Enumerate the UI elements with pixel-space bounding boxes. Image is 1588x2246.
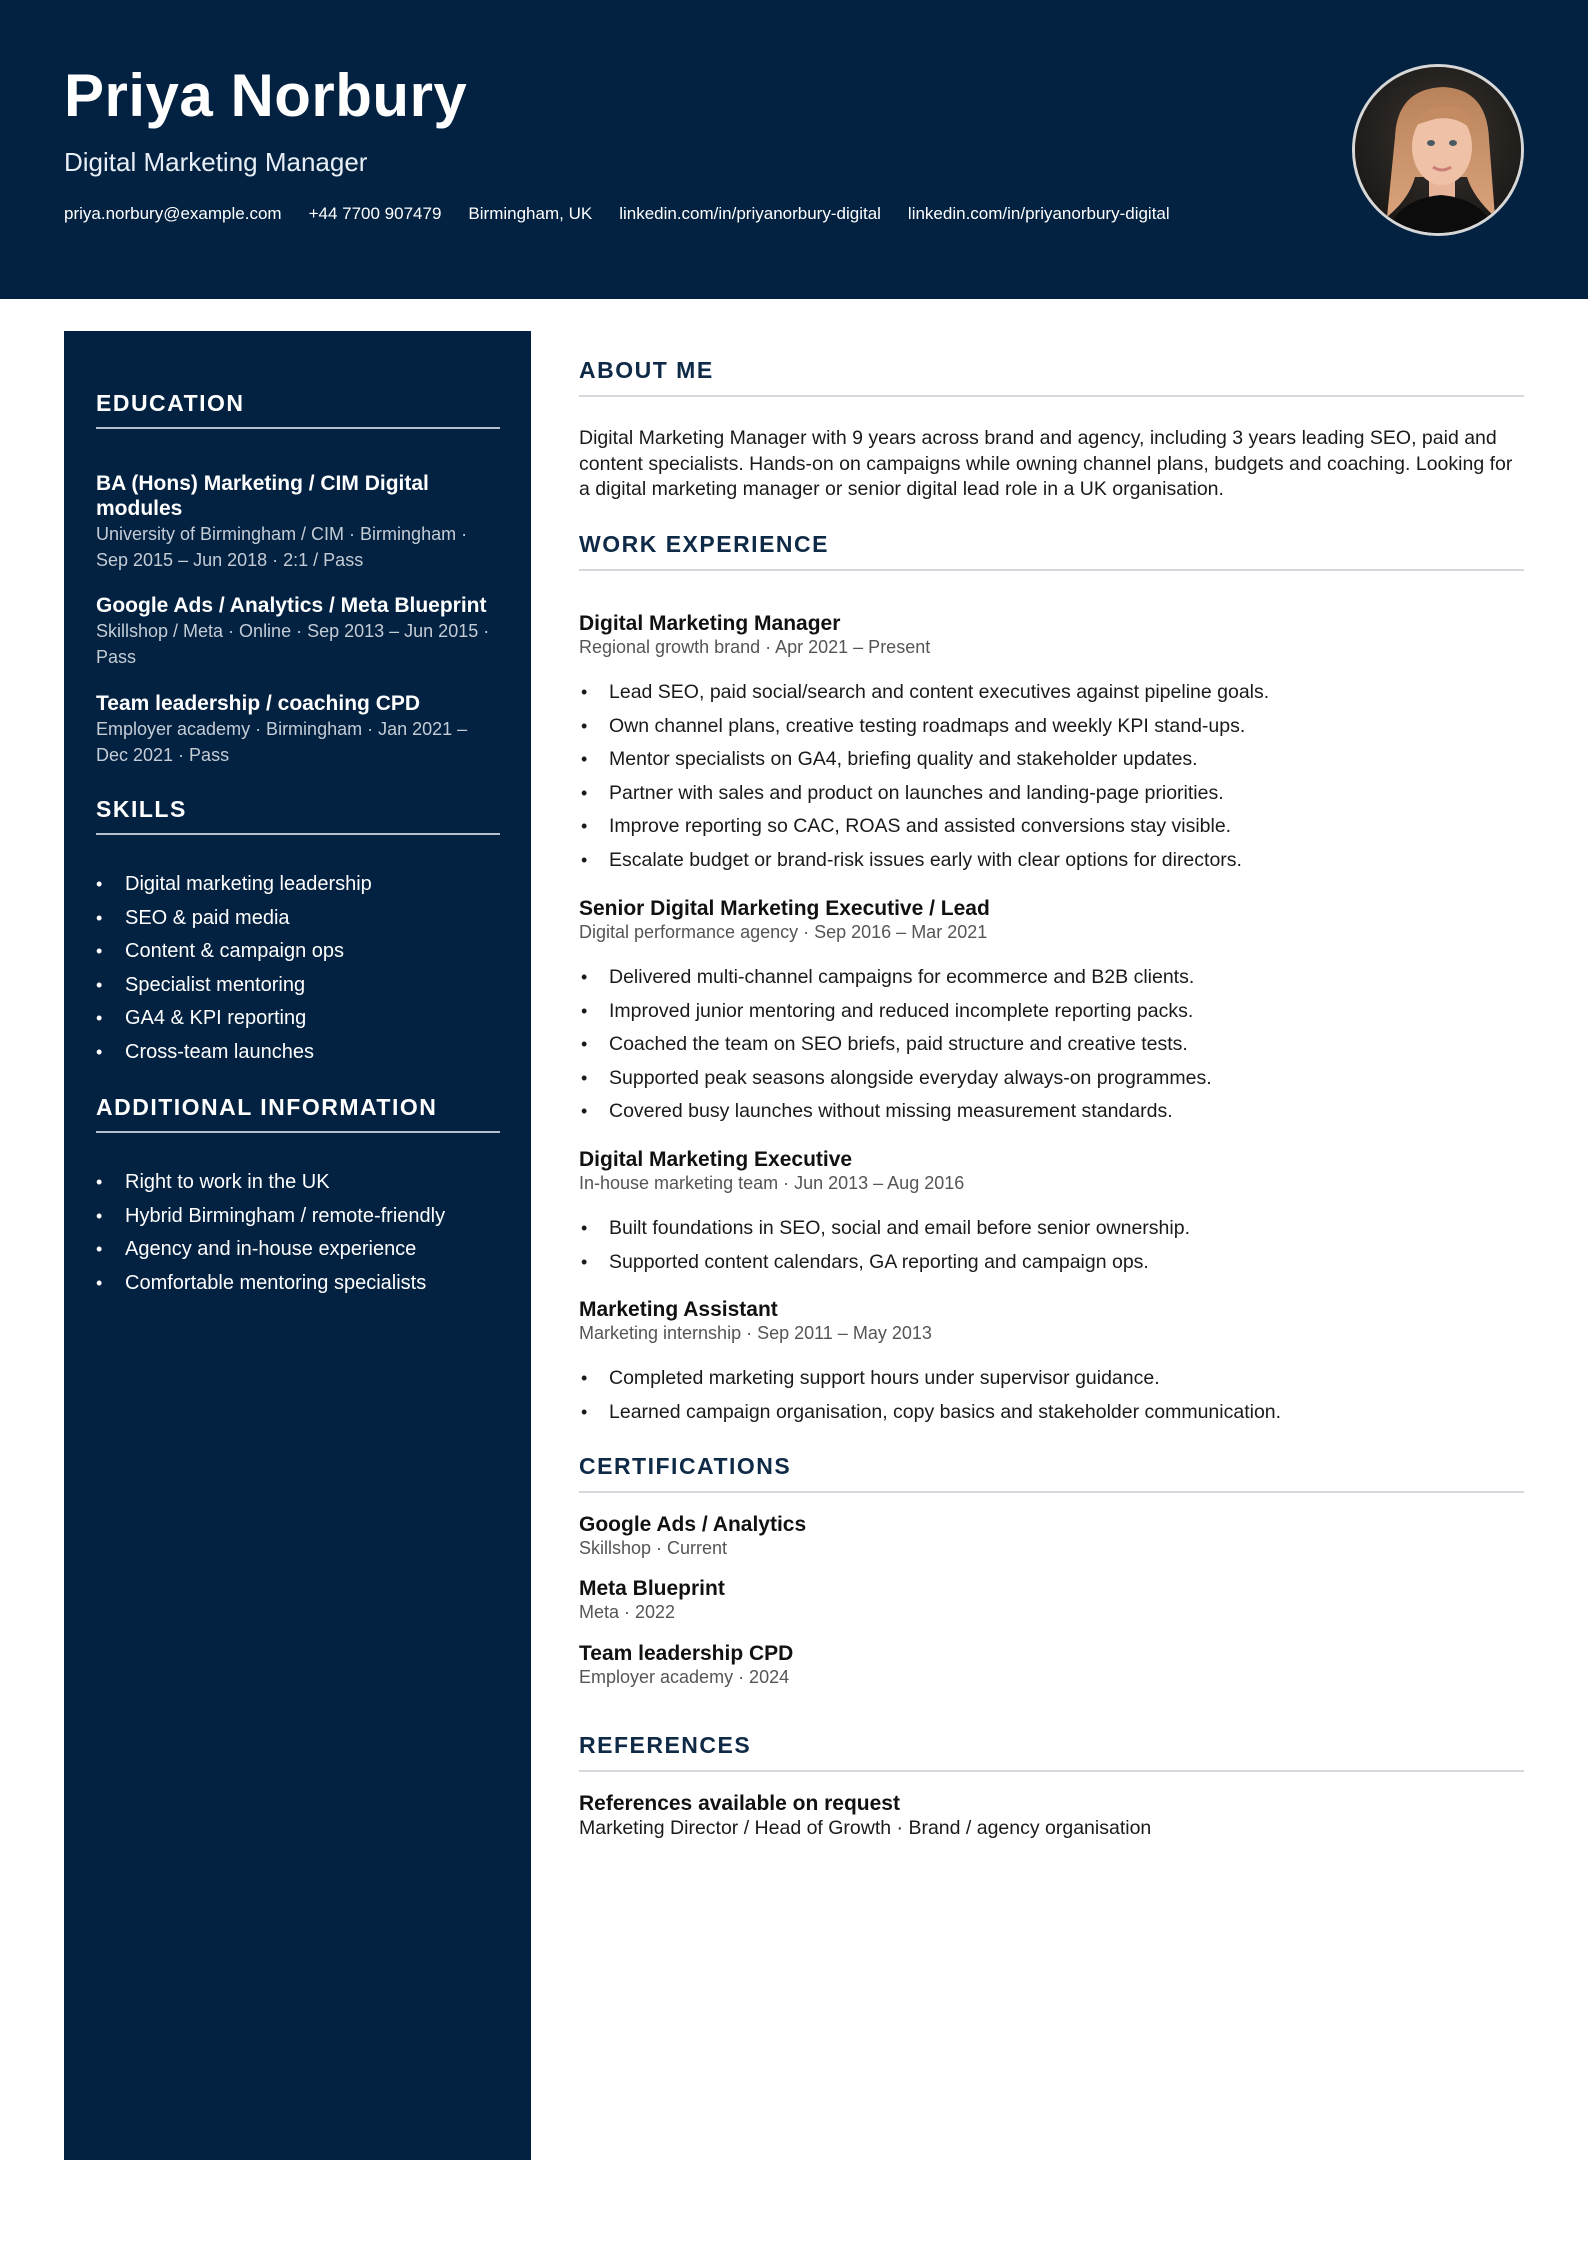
job-entry bbox=[579, 1147, 1524, 1279]
education-title: BA (Hons) Marketing / CIM Digital modules bbox=[96, 472, 429, 520]
job-bullet: • Supported content calendars, GA reporting and campaign ops. bbox=[579, 1246, 1524, 1280]
education-title: Google Ads / Analytics / Meta Blueprint bbox=[96, 594, 487, 617]
certification-item bbox=[579, 1641, 1524, 1688]
header-banner bbox=[0, 0, 1588, 299]
job-bullet: • Completed marketing support hours under supervisor guidance. bbox=[579, 1362, 1524, 1396]
certification-item bbox=[579, 1512, 1524, 1559]
contact-phone[interactable]: +44 7700 907479 bbox=[308, 204, 442, 223]
references-title: References available on request bbox=[579, 1792, 900, 1815]
job-entry bbox=[579, 1297, 1524, 1429]
certification-meta: Employer academy · 2024 bbox=[579, 1667, 790, 1687]
certification-title: Google Ads / Analytics bbox=[579, 1513, 807, 1536]
job-meta: Regional growth brand · Apr 2021 – Present bbox=[579, 637, 931, 657]
references-divider bbox=[579, 1770, 1524, 1772]
references-item bbox=[579, 1791, 1524, 1840]
job-bullet: • Own channel plans, creative testing roadmaps and weekly KPI stand-ups. bbox=[579, 710, 1524, 744]
contact-row bbox=[64, 203, 1170, 225]
job-bullet: • Learned campaign organisation, copy basics and stakeholder communication. bbox=[579, 1396, 1524, 1430]
skills-heading: SKILLS bbox=[96, 796, 187, 822]
job-bullet: • Escalate budget or brand-risk issues early with clear options for directors. bbox=[579, 844, 1524, 878]
job-bullet: • Improve reporting so CAC, ROAS and assisted conversions stay visible. bbox=[579, 810, 1524, 844]
job-title: Digital Marketing Manager bbox=[579, 612, 841, 635]
job-bullet: • Partner with sales and product on launches and landing-page priorities. bbox=[579, 777, 1524, 811]
certification-meta: Meta · 2022 bbox=[579, 1602, 676, 1622]
experience-heading: WORK EXPERIENCE bbox=[579, 531, 829, 557]
job-bullets bbox=[579, 961, 1524, 1129]
skills-divider bbox=[96, 833, 500, 835]
job-bullet: • Lead SEO, paid social/search and content executives against pipeline goals. bbox=[579, 676, 1524, 710]
additional-info-heading: ADDITIONAL INFORMATION bbox=[96, 1094, 438, 1120]
education-title: Team leadership / coaching CPD bbox=[96, 692, 421, 715]
job-entry bbox=[579, 611, 1524, 878]
additional-info-divider bbox=[96, 1131, 500, 1133]
education-divider bbox=[96, 427, 500, 429]
job-meta: Digital performance agency · Sep 2016 – Mar 2021 bbox=[579, 922, 988, 942]
job-bullet: • Supported peak seasons alongside everyday always-on programmes. bbox=[579, 1062, 1524, 1096]
job-entry bbox=[579, 896, 1524, 1129]
job-title: Senior Digital Marketing Executive / Lead bbox=[579, 897, 990, 920]
skill-item: • Digital marketing leadership bbox=[96, 868, 372, 902]
about-heading: ABOUT ME bbox=[579, 357, 714, 383]
contact-location: Birmingham, UK bbox=[468, 204, 593, 223]
additional-info-item: • Agency and in-house experience bbox=[96, 1233, 445, 1267]
certification-title: Meta Blueprint bbox=[579, 1577, 725, 1600]
candidate-role: Digital Marketing Manager bbox=[64, 147, 368, 177]
about-divider bbox=[579, 395, 1524, 397]
skill-item: • GA4 & KPI reporting bbox=[96, 1002, 372, 1036]
profile-photo bbox=[1352, 64, 1524, 236]
certifications-divider bbox=[579, 1491, 1524, 1493]
job-bullet: • Mentor specialists on GA4, briefing quality and stakeholder updates. bbox=[579, 743, 1524, 777]
job-title: Marketing Assistant bbox=[579, 1298, 778, 1321]
skill-item: • SEO & paid media bbox=[96, 902, 372, 936]
job-bullet: • Improved junior mentoring and reduced incomplete reporting packs. bbox=[579, 995, 1524, 1029]
references-meta: Marketing Director / Head of Growth · Brand / agency organisation bbox=[579, 1817, 1152, 1839]
job-bullets bbox=[579, 1212, 1524, 1279]
additional-info-item: • Hybrid Birmingham / remote-friendly bbox=[96, 1200, 445, 1234]
education-meta: Skillshop / Meta · Online · Sep 2013 – Jun 2015 · Pass bbox=[96, 621, 490, 667]
additional-info-list bbox=[96, 1166, 445, 1300]
references-heading: REFERENCES bbox=[579, 1732, 752, 1758]
education-meta: Employer academy · Birmingham · Jan 2021 – Dec 2021 · Pass bbox=[96, 719, 468, 765]
contact-email[interactable]: priya.norbury@example.com bbox=[64, 204, 282, 223]
education-item bbox=[96, 691, 500, 768]
certification-meta: Skillshop · Current bbox=[579, 1538, 728, 1558]
profile-photo-portrait bbox=[1355, 67, 1524, 236]
additional-info-item: • Right to work in the UK bbox=[96, 1166, 445, 1200]
additional-info-item: • Comfortable mentoring specialists bbox=[96, 1267, 445, 1301]
job-bullets bbox=[579, 676, 1524, 878]
job-bullets bbox=[579, 1362, 1524, 1429]
job-meta: Marketing internship · Sep 2011 – May 2013 bbox=[579, 1323, 932, 1343]
job-meta: In-house marketing team · Jun 2013 – Aug 2016 bbox=[579, 1173, 965, 1193]
job-title: Digital Marketing Executive bbox=[579, 1148, 853, 1171]
skills-list bbox=[96, 868, 372, 1070]
certification-title: Team leadership CPD bbox=[579, 1642, 794, 1665]
job-bullet: • Delivered multi-channel campaigns for ecommerce and B2B clients. bbox=[579, 961, 1524, 995]
education-heading: EDUCATION bbox=[96, 390, 245, 416]
education-meta: University of Birmingham / CIM · Birmingham · Sep 2015 – Jun 2018 · 2:1 / Pass bbox=[96, 524, 468, 570]
skill-item: • Cross-team launches bbox=[96, 1036, 372, 1070]
experience-divider bbox=[579, 569, 1524, 571]
contact-linkedin-2[interactable]: linkedin.com/in/priyanorbury-digital bbox=[907, 204, 1170, 223]
about-text: Digital Marketing Manager with 9 years across brand and agency, including 3 years leading SEO, paid and content specialists. Hands-on on campaigns while owning channel plans, budgets and coaching. Looking for a digital marketing manager or senior digital lead role in a UK organisation. bbox=[579, 427, 1513, 500]
job-bullet: • Built foundations in SEO, social and email before senior ownership. bbox=[579, 1212, 1524, 1246]
skill-item: • Content & campaign ops bbox=[96, 935, 372, 969]
sidebar bbox=[64, 331, 531, 2160]
skill-item: • Specialist mentoring bbox=[96, 969, 372, 1003]
job-bullet: • Coached the team on SEO briefs, paid structure and creative tests. bbox=[579, 1028, 1524, 1062]
job-bullet: • Covered busy launches without missing measurement standards. bbox=[579, 1095, 1524, 1129]
education-item bbox=[96, 593, 500, 670]
certification-item bbox=[579, 1576, 1524, 1623]
candidate-name: Priya Norbury bbox=[64, 62, 468, 129]
contact-linkedin[interactable]: linkedin.com/in/priyanorbury-digital bbox=[619, 204, 881, 223]
education-item bbox=[96, 471, 500, 573]
certifications-heading: CERTIFICATIONS bbox=[579, 1453, 792, 1479]
